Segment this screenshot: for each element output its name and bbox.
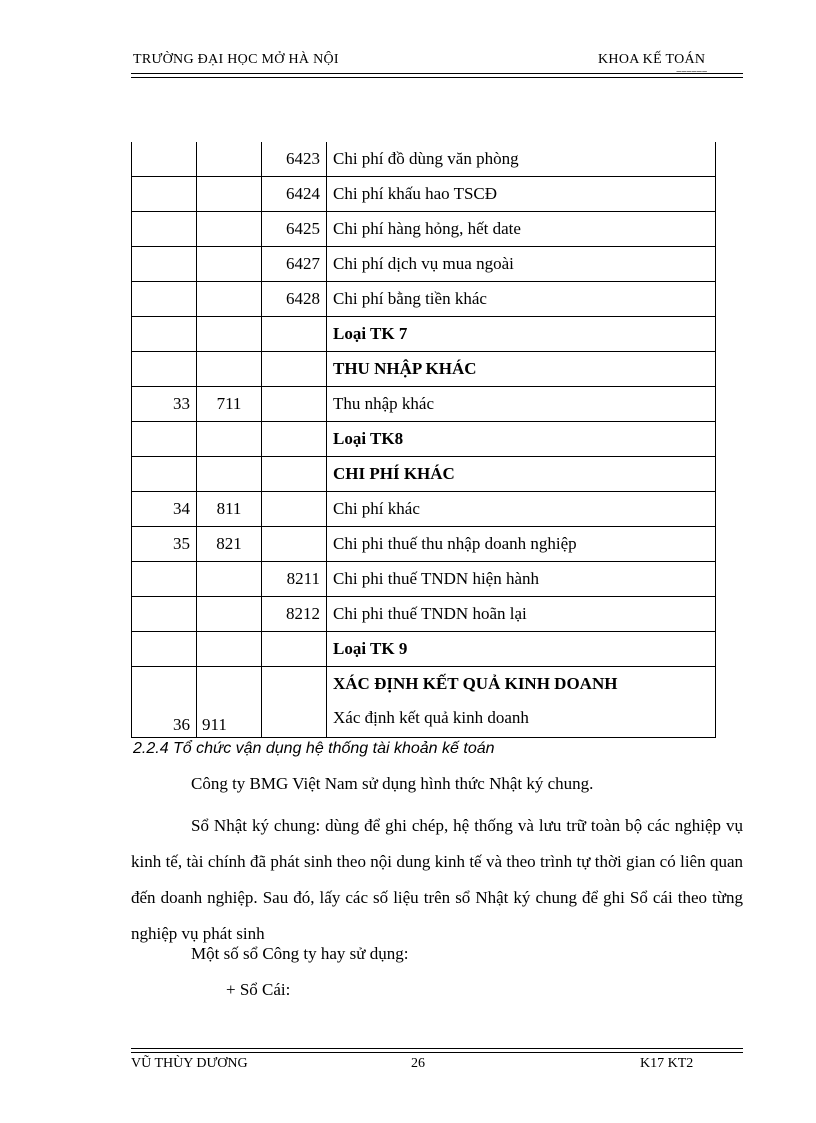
- cell-level2: [197, 212, 262, 247]
- cell-account-name: THU NHẬP KHÁC: [327, 352, 716, 387]
- cell-subaccount: [262, 352, 327, 387]
- cell-account-name: Chi phí hàng hỏng, hết date: [327, 212, 716, 247]
- cell-level2: [197, 632, 262, 667]
- table-row: [132, 142, 716, 177]
- cell-subaccount: 6423: [262, 142, 327, 177]
- cell-subaccount: 6427: [262, 247, 327, 282]
- header-faculty: KHOA KẾ TOÁN: [598, 52, 706, 67]
- cell-subaccount: 6425: [262, 212, 327, 247]
- cell-subaccount: [262, 667, 327, 738]
- footer-author: VŨ THÙY DƯƠNG: [131, 1056, 248, 1071]
- cell-subaccount: [262, 457, 327, 492]
- cell-account-name: Thu nhập khác: [327, 387, 716, 422]
- cell-level2: [197, 562, 262, 597]
- header-school: TRƯỜNG ĐẠI HỌC MỞ HÀ NỘI: [133, 52, 339, 67]
- cell-subaccount: [262, 527, 327, 562]
- cell-level2: [197, 282, 262, 317]
- table-row: [132, 457, 716, 492]
- header-ornament: ======: [676, 68, 707, 79]
- cell-level2: [197, 142, 262, 177]
- footer-rule-bottom: [131, 1052, 743, 1053]
- cell-level2: 911: [197, 667, 262, 738]
- paragraph-books: Một số sổ Công ty hay sử dụng:: [191, 944, 409, 963]
- cell-level2: [197, 177, 262, 212]
- account-table-body: [132, 142, 716, 738]
- cell-level1: [132, 422, 197, 457]
- cell-level1: [132, 457, 197, 492]
- cell-level1: [132, 597, 197, 632]
- cell-subaccount: 6428: [262, 282, 327, 317]
- table-row: [132, 632, 716, 667]
- cell-account-name: Chi phí đồ dùng văn phòng: [327, 142, 716, 177]
- cell-account-name: Loại TK8: [327, 422, 716, 457]
- cell-account-name: Chi phí khác: [327, 492, 716, 527]
- table-row: [132, 177, 716, 212]
- account-name: Xác định kết quả kinh doanh: [333, 708, 529, 727]
- header-rule-bottom: [131, 77, 743, 78]
- cell-level2: 711: [197, 387, 262, 422]
- cell-subaccount: 8211: [262, 562, 327, 597]
- table-row: [132, 597, 716, 632]
- table-row: [132, 527, 716, 562]
- cell-account-name: CHI PHÍ KHÁC: [327, 457, 716, 492]
- cell-level1: 34: [132, 492, 197, 527]
- table-row: [132, 247, 716, 282]
- table-row: [132, 212, 716, 247]
- cell-level2: [197, 352, 262, 387]
- cell-level1: [132, 282, 197, 317]
- cell-account-name: Chi phí khấu hao TSCĐ: [327, 177, 716, 212]
- cell-subaccount: [262, 632, 327, 667]
- cell-account-name: Chi phí dịch vụ mua ngoài: [327, 247, 716, 282]
- section-title: 2.2.4 Tổ chức vận dụng hệ thống tài khoản kế toán: [133, 740, 495, 757]
- cell-subaccount: [262, 387, 327, 422]
- cell-subaccount: [262, 422, 327, 457]
- cell-account-name: Chi phi thuế TNDN hiện hành: [327, 562, 716, 597]
- cell-level1: 35: [132, 527, 197, 562]
- cell-level2: [197, 422, 262, 457]
- page-number: 26: [411, 1056, 425, 1071]
- cell-level1: [132, 142, 197, 177]
- cell-level1: [132, 177, 197, 212]
- cell-subaccount: [262, 317, 327, 352]
- cell-account-name: [327, 667, 716, 738]
- cell-level1: 36: [132, 667, 197, 738]
- cell-level2: 811: [197, 492, 262, 527]
- cell-level2: [197, 317, 262, 352]
- cell-account-name: Chi phi thuế TNDN hoãn lại: [327, 597, 716, 632]
- table-row: [132, 282, 716, 317]
- cell-level1: [132, 247, 197, 282]
- cell-level1: [132, 352, 197, 387]
- cell-subaccount: 6424: [262, 177, 327, 212]
- cell-subaccount: [262, 492, 327, 527]
- header-rule-top: [131, 73, 743, 74]
- cell-subaccount: 8212: [262, 597, 327, 632]
- paragraph-journal: Sổ Nhật ký chung: dùng để ghi chép, hệ thống và lưu trữ toàn bộ các nghiệp vụ kinh tế, tài chính đã phát sinh theo nội dung kinh tế và theo trình tự thời gian có liên quan đến doanh nghiệp. Sau đó, lấy các số liệu trên sổ Nhật ký chung để ghi Sổ cái theo từng nghiệp vụ phát sinh: [131, 816, 743, 943]
- footer-rule-top: [131, 1048, 743, 1049]
- cell-account-name: Loại TK 9: [327, 632, 716, 667]
- cell-account-name: Chi phí bằng tiền khác: [327, 282, 716, 317]
- cell-level2: [197, 597, 262, 632]
- table-row: [132, 422, 716, 457]
- table-row: [132, 352, 716, 387]
- cell-level1: [132, 562, 197, 597]
- table-row: [132, 562, 716, 597]
- account-table: [131, 142, 716, 738]
- footer-class: K17 KT2: [640, 1056, 694, 1071]
- list-item-ledger: + Sổ Cái:: [226, 980, 291, 999]
- cell-level1: [132, 632, 197, 667]
- table-row: [132, 317, 716, 352]
- table-row: [132, 387, 716, 422]
- cell-level1: 33: [132, 387, 197, 422]
- cell-level1: [132, 212, 197, 247]
- cell-level2: 821: [197, 527, 262, 562]
- cell-account-name: Chi phi thuế thu nhập doanh nghiệp: [327, 527, 716, 562]
- cell-account-name: Loại TK 7: [327, 317, 716, 352]
- cell-level2: [197, 457, 262, 492]
- paragraph-method: Công ty BMG Việt Nam sử dụng hình thức Nhật ký chung.: [191, 774, 594, 793]
- account-group-title: XÁC ĐỊNH KẾT QUẢ KINH DOANH: [333, 674, 618, 693]
- table-row: [132, 492, 716, 527]
- table-row: [132, 667, 716, 738]
- cell-level1: [132, 317, 197, 352]
- cell-level2: [197, 247, 262, 282]
